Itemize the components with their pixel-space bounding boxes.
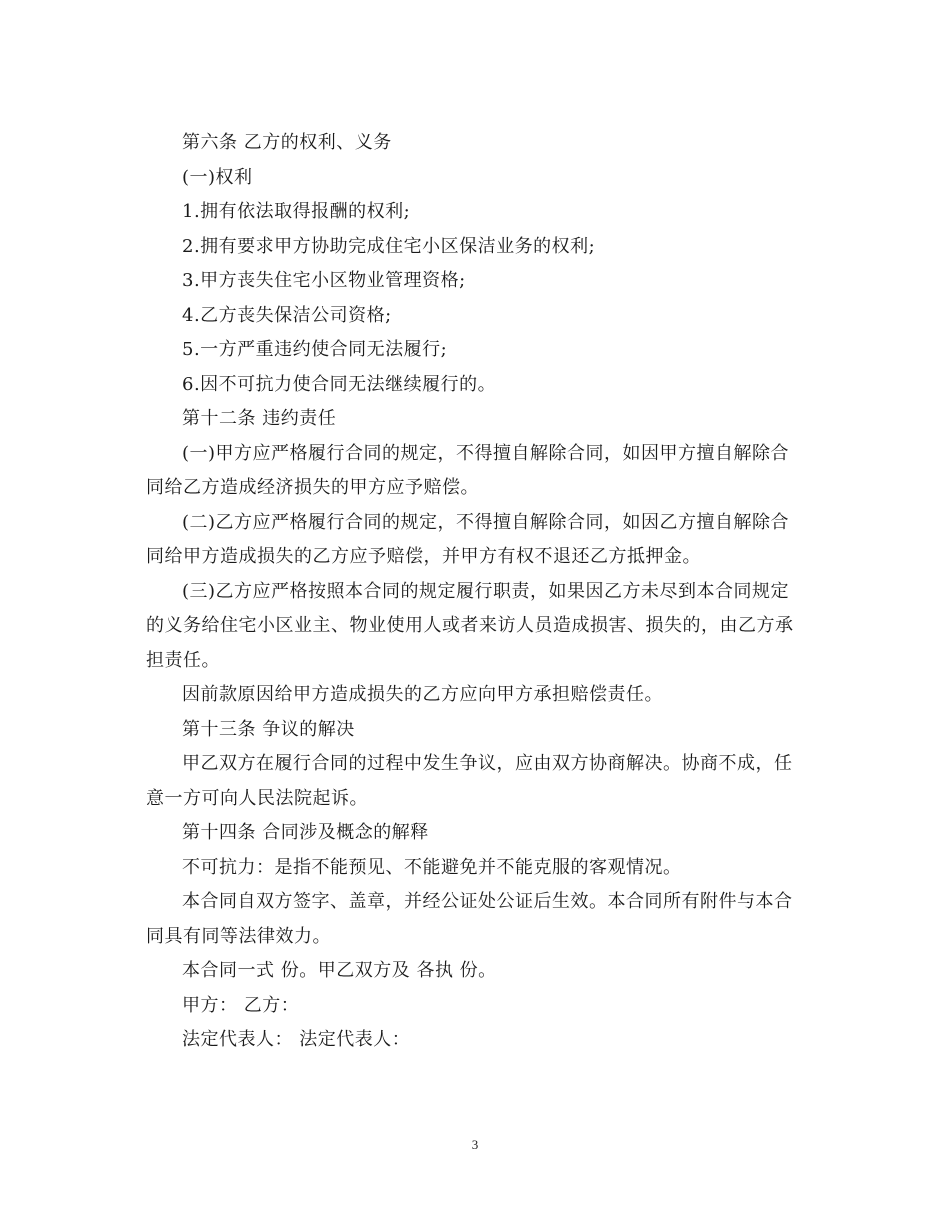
rights-item-4: 4.乙方丧失保洁公司资格; xyxy=(182,304,392,326)
rights-item-5: 5.一方严重违约使合同无法履行; xyxy=(182,339,448,360)
liability-clause-3: (三)乙方应严格按照本合同的规定履行职责，如果因乙方未尽到本合同规定的义务给住宅小区业主、物业使用人或者来访人员造成损害、损失的，由乙方承担责任。 xyxy=(146,580,794,671)
document-body xyxy=(146,126,806,1058)
rights-item-2: 2.拥有要求甲方协助完成住宅小区保洁业务的权利; xyxy=(182,235,596,257)
article-13-heading: 第十三条 争议的解决 xyxy=(182,718,355,740)
dispute-clause: 甲乙双方在履行合同的过程中发生争议，应由双方协商解决。协商不成，任意一方可向人民法院起诉。 xyxy=(146,753,793,809)
page-number: 3 xyxy=(471,1137,479,1152)
legal-representative-line: 法定代表人： 法定代表人： xyxy=(182,1029,411,1050)
article-12-heading: 第十二条 违约责任 xyxy=(182,408,337,429)
liability-clause-4: 因前款原因给甲方造成损失的乙方应向甲方承担赔偿责任。 xyxy=(182,684,663,705)
liability-clause-2: (二)乙方应严格履行合同的规定，不得擅自解除合同，如因乙方擅自解除合同给甲方造成损失的乙方应予赔偿，并甲方有权不退还乙方抵押金。 xyxy=(146,511,790,567)
article-14-heading: 第十四条 合同涉及概念的解释 xyxy=(182,822,429,843)
rights-item-1: 1.拥有依法取得报酬的权利; xyxy=(182,201,411,222)
liability-clause-1: (一)甲方应严格履行合同的规定，不得擅自解除合同，如因甲方擅自解除合同给乙方造成经济损失的甲方应予赔偿。 xyxy=(146,442,790,498)
article-6-heading: 第六条 乙方的权利、义务 xyxy=(182,132,392,153)
copies-clause: 本合同一式 份。甲乙双方及 各执 份。 xyxy=(182,960,497,981)
rights-item-6: 6.因不可抗力使合同无法继续履行的。 xyxy=(182,373,497,395)
parties-signature-line: 甲方： 乙方： xyxy=(182,994,300,1016)
rights-subheading: (一)权利 xyxy=(182,166,253,188)
effectiveness-clause: 本合同自双方签字、盖章，并经公证处公证后生效。本合同所有附件与本合同具有同等法律效力。 xyxy=(146,891,793,947)
rights-item-3: 3.甲方丧失住宅小区物业管理资格; xyxy=(182,270,466,291)
force-majeure-definition: 不可抗力：是指不能预见、不能避免并不能克服的客观情况。 xyxy=(182,856,682,878)
